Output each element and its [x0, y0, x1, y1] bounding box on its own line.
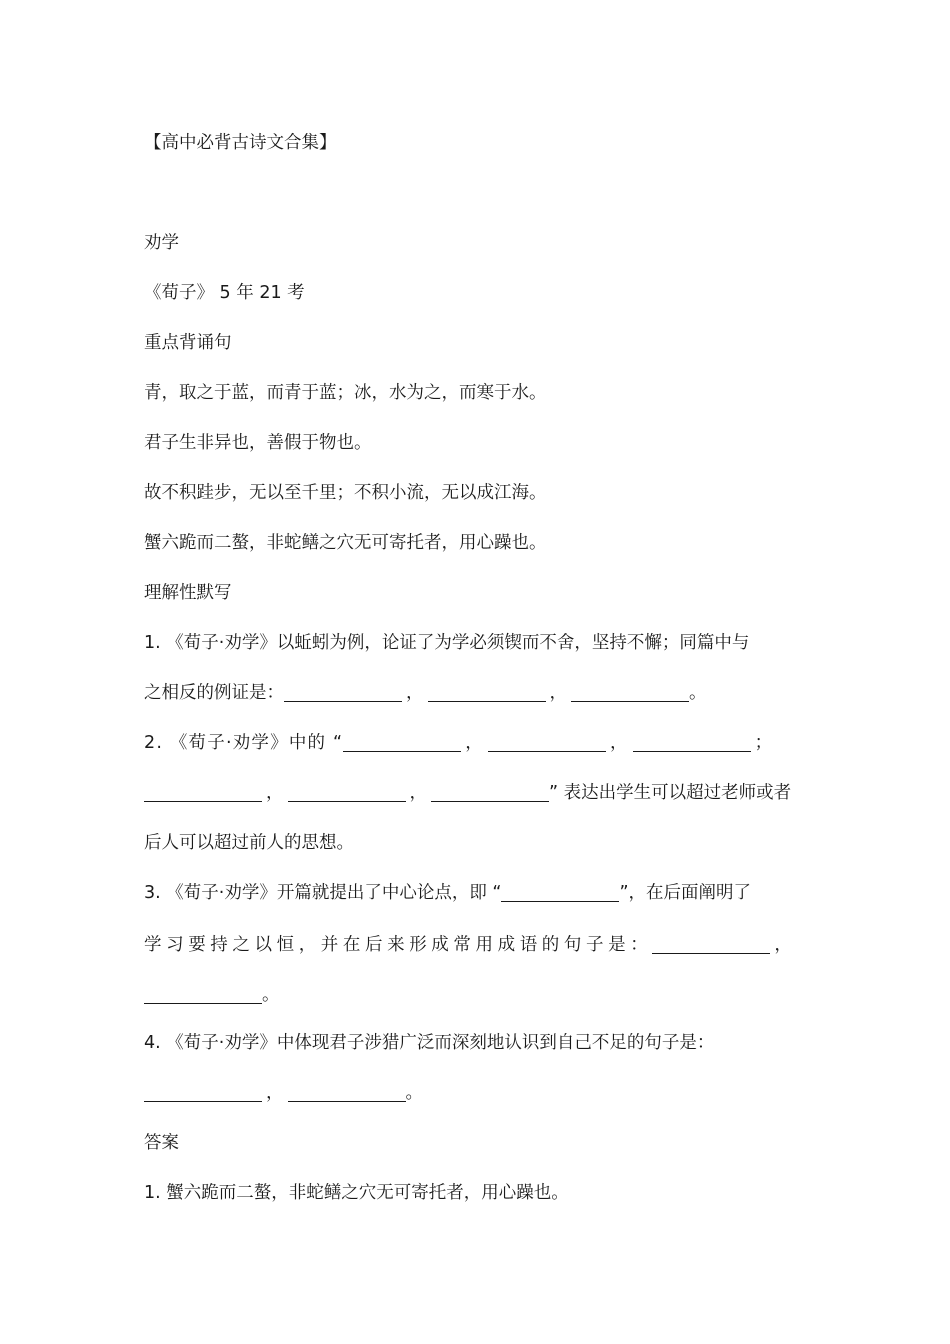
punct-period: 。	[262, 985, 280, 1005]
question-3-line-3	[144, 982, 810, 1008]
question-3-suffix: ”，在后面阐明了	[619, 883, 752, 903]
key-sentence: 故不积跬步，无以至千里；不积小流，无以成江海。	[144, 483, 547, 503]
punct-comma: ，	[409, 783, 427, 803]
punct-comma: ，	[266, 1083, 284, 1103]
punct-comma: ，	[549, 683, 567, 703]
answer-blank[interactable]	[428, 681, 546, 702]
answer-blank[interactable]	[652, 933, 770, 954]
question-1-line-1: 1. 《荀子·劝学》以蚯蚓为例，论证了为学必须锲而不舍，坚持不懈；同篇中与	[144, 633, 750, 653]
answer-blank[interactable]	[501, 881, 619, 902]
question-2-line-2	[144, 780, 810, 806]
source-line: 《荀子》 5 年 21 考	[144, 283, 305, 303]
collection-title: 【高中必背古诗文合集】	[144, 133, 337, 153]
section-heading-answers: 答案	[144, 1133, 179, 1153]
answer-blank[interactable]	[284, 681, 402, 702]
question-2-prefix: 2. 《荀子·劝学》中的 “	[144, 733, 344, 753]
punct-semicolon: ；	[754, 733, 774, 753]
answer-blank[interactable]	[144, 983, 262, 1004]
answer-blank[interactable]	[343, 731, 461, 752]
answer-blank[interactable]	[144, 781, 262, 802]
question-3-line-2	[144, 932, 810, 958]
answer-blank[interactable]	[571, 681, 689, 702]
question-2-line-3: 后人可以超过前人的思想。	[144, 833, 354, 853]
question-1-prefix: 之相反的例证是：	[144, 683, 284, 703]
answer-blank[interactable]	[288, 1081, 406, 1102]
punct-comma: ，	[774, 935, 797, 955]
punct-comma: ，	[465, 733, 484, 753]
question-1-line-2	[144, 680, 810, 706]
punct-period: 。	[405, 1083, 423, 1103]
question-4-line-2	[144, 1080, 810, 1106]
question-3-prefix-2: 学习要持之以恒，并在后来形成常用成语的句子是：	[144, 935, 653, 955]
article-title: 劝学	[144, 233, 179, 253]
section-heading-key-sentences: 重点背诵句	[144, 333, 232, 353]
punct-period: 。	[689, 683, 707, 703]
answer-blank[interactable]	[144, 1081, 262, 1102]
section-heading-exercises: 理解性默写	[144, 583, 232, 603]
punct-comma: ，	[609, 733, 629, 753]
key-sentence: 蟹六跪而二螯，非蛇鳝之穴无可寄托者，用心躁也。	[144, 533, 547, 553]
answer-line: 1. 蟹六跪而二螯，非蛇鳝之穴无可寄托者，用心躁也。	[144, 1183, 569, 1203]
punct-comma: ，	[266, 783, 284, 803]
question-2-suffix: ” 表达出学生可以超过老师或者	[549, 783, 792, 803]
punct-comma: ，	[406, 683, 424, 703]
answer-blank[interactable]	[431, 781, 549, 802]
key-sentence: 君子生非异也，善假于物也。	[144, 433, 372, 453]
answer-blank[interactable]	[288, 781, 406, 802]
question-3-prefix: 3. 《荀子·劝学》开篇就提出了中心论点，即 “	[144, 883, 502, 903]
key-sentence: 青，取之于蓝，而青于蓝；冰，水为之，而寒于水。	[144, 383, 547, 403]
answer-blank[interactable]	[633, 731, 751, 752]
question-2-line-1	[144, 730, 810, 756]
question-4-line-1: 4. 《荀子·劝学》中体现君子涉猎广泛而深刻地认识到自己不足的句子是：	[144, 1033, 715, 1053]
answer-blank[interactable]	[488, 731, 606, 752]
question-3-line-1	[144, 880, 810, 906]
